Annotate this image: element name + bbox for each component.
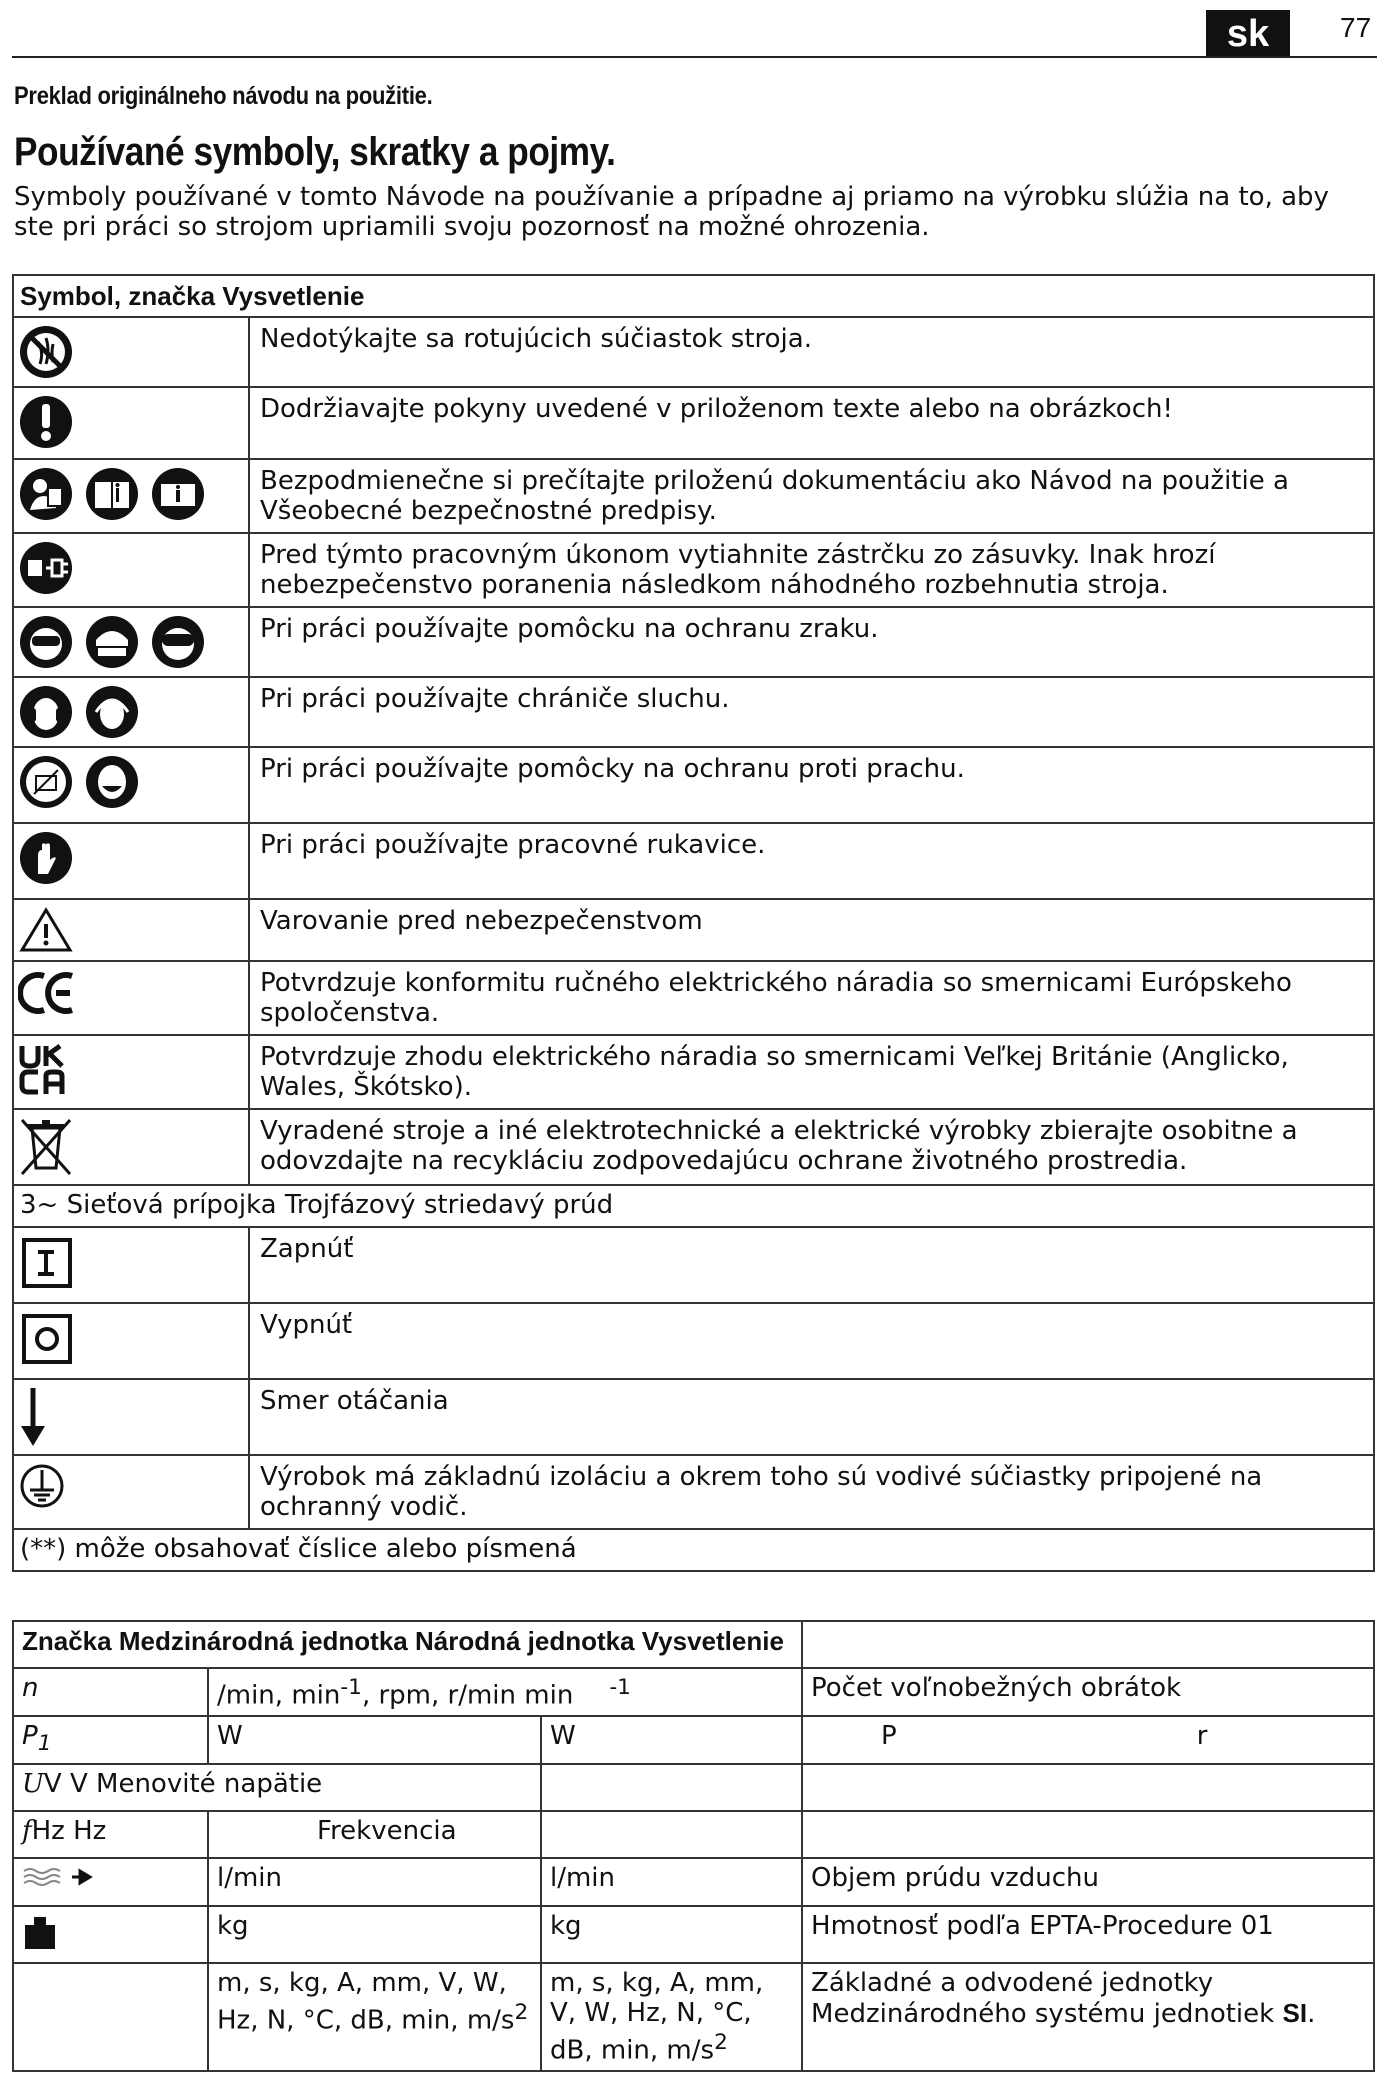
table-row [13,1185,1374,1227]
goggles-icon [150,614,206,670]
unit-nat: kg [541,1906,802,1963]
units-table-header: Značka Medzinárodná jednotka Národná jednotka Vysvetlenie [13,1621,802,1668]
row-text: Pri práci používajte pomôcku na ochranu zraku. [260,614,879,644]
read-manual-icon [18,466,74,522]
row-text: Výrobok má základnú izoláciu a okrem toho sú vodivé súčiastky pripojené na ochranný vodič. [260,1462,1263,1522]
page-title: Používané symboly, skratky a pojmy. [14,130,616,174]
airflow-icon [22,1863,102,1887]
subtitle: Preklad originálneho návodu na použitie. [14,82,433,110]
exclamation-mandatory-icon [18,394,74,450]
face-shield-icon [84,614,140,670]
table-row [13,1963,1374,2071]
unplug-icon [18,540,74,596]
unit-intl: l/min [208,1858,541,1906]
protective-earth-icon [18,1462,66,1510]
table-row [13,1455,1374,1529]
table-row [13,1227,1374,1303]
row-text: Potvrdzuje zhodu elektrického náradia so smernicami Veľkej Británie (Anglicko, Wales, Škótsko). [260,1042,1289,1102]
unit-desc: Objem prúdu vzduchu [802,1858,1374,1906]
row-text: Pri práci používajte chrániče sluchu. [260,684,730,714]
unit-nat: m, s, kg, A, mm, V, W, Hz, N, °C, dB, min, $m/s^2$ [541,1963,802,2071]
switch-off-icon [18,1310,74,1366]
weee-bin-icon [18,1116,74,1178]
ukca-mark-icon [18,1042,68,1098]
row-text: Pred týmto pracovným úkonom vytiahnite zástrčku zo zásuvky. Inak hrozí nebezpečenstvo poranenia následkom náhodného rozbehnutia stroja. [260,540,1216,600]
table-row [13,1109,1374,1185]
ear-muffs-icon [84,684,140,740]
switch-on-icon [18,1234,74,1290]
row-text: Varovanie pred nebezpečenstvom [260,906,703,936]
unit-desc: Základné a odvodené jednotky Medzinárodného systému jednotiek SI. [802,1963,1374,2071]
symbols-table [12,274,1375,1572]
unit-nat: l/min [541,1858,802,1906]
table-row [13,1858,1374,1906]
unit-desc: Počet voľnobežných obrátok [802,1668,1374,1716]
unit-merged: fHz Hz [13,1811,208,1858]
table-row [13,823,1374,899]
intro-paragraph: Symboly používané v tomto Návode na používanie a prípadne aj priamo na výrobku slúžia na to, aby ste pri práci so strojom upriamili svoju pozornosť na možné ohrozenia. [14,182,1329,242]
table-row [13,533,1374,607]
table-row [13,1716,1374,1764]
row-text: Nedotýkajte sa rotujúcich súčiastok stroja. [260,324,812,354]
language-tab: sk [1206,10,1290,58]
table-row [13,1906,1374,1963]
table-row [13,1379,1374,1455]
row-text: Zapnúť [260,1234,354,1264]
table-row [13,899,1374,961]
table-row [13,1035,1374,1109]
unit-merged-b: Frekvencia [208,1811,541,1858]
row-text: Pri práci používajte pomôcky na ochranu proti prachu. [260,754,965,784]
table-row [13,1529,1374,1571]
table-row [13,459,1374,533]
table-row [13,961,1374,1035]
dust-mask-icon [84,754,140,810]
row-text: Smer otáčania [260,1386,449,1416]
warning-triangle-icon [18,906,74,954]
row-text: Vypnúť [260,1310,353,1340]
gloves-icon [18,830,74,886]
row-text: Bezpodmienečne si prečítajte priloženú dokumentáciu ako Návod na použitie a Všeobecné bezpečnostné predpisy. [260,466,1289,526]
row-text: Pri práci používajte pracovné rukavice. [260,830,766,860]
three-phase-row: 3~ Sieťová prípojka Trojfázový striedavý prúd [13,1185,1374,1227]
row-text: Vyradené stroje a iné elektrotechnické a elektrické výrobky zbierajte osobitne a odovzdajte na recykláciu zodpovedajúcu ochrane životného prostredia. [260,1116,1298,1176]
info-book-icon [150,466,206,522]
unit-desc: Hmotnosť podľa EPTA-Procedure 01 [802,1906,1374,1963]
table-row [13,1764,1374,1811]
table-row [13,607,1374,677]
header-rule [12,56,1377,58]
unit-intl: kg [208,1906,541,1963]
table-row [13,387,1374,459]
unit-desc: P r [802,1716,1374,1764]
no-touch-rotating-parts-icon [18,324,74,380]
unit-merged: UV V Menovité napätie [13,1764,541,1811]
rotation-arrow-icon [18,1386,48,1448]
safety-glasses-icon [18,614,74,670]
symbols-table-header: Symbol, značka Vysvetlenie [13,275,1374,317]
table-row [13,747,1374,823]
table-row [13,317,1374,387]
footnote-row: (**) môže obsahovať číslice alebo písmená [13,1529,1374,1571]
unit-nat: W [541,1716,802,1764]
unit-symbol: n [13,1668,208,1716]
unit-intl: /min, $\min^{-1}$, rpm, r/min min $^{-1}$ [208,1668,802,1716]
units-table [12,1620,1375,2072]
row-text: Dodržiavajte pokyny uvedené v priloženom texte alebo na obrázkoch! [260,394,1173,424]
ce-mark-icon [18,968,78,1018]
ear-protection-icon [18,684,74,740]
table-row [13,677,1374,747]
table-row [13,1668,1374,1716]
page-number: 77 [1340,12,1372,43]
unit-symbol: $P_1$ [13,1716,208,1764]
unit-intl: m, s, kg, A, mm, V, W, Hz, N, °C, dB, min, $m/s^2$ [208,1963,541,2071]
manual-book-icon [84,466,140,522]
table-row [13,1303,1374,1379]
weight-icon [22,1911,58,1951]
dust-protection-icon [18,754,74,810]
table-row [13,1811,1374,1858]
row-text: Potvrdzuje konformitu ručného elektrického náradia so smernicami Európskeho spoločenstva. [260,968,1292,1028]
unit-intl: W [208,1716,541,1764]
